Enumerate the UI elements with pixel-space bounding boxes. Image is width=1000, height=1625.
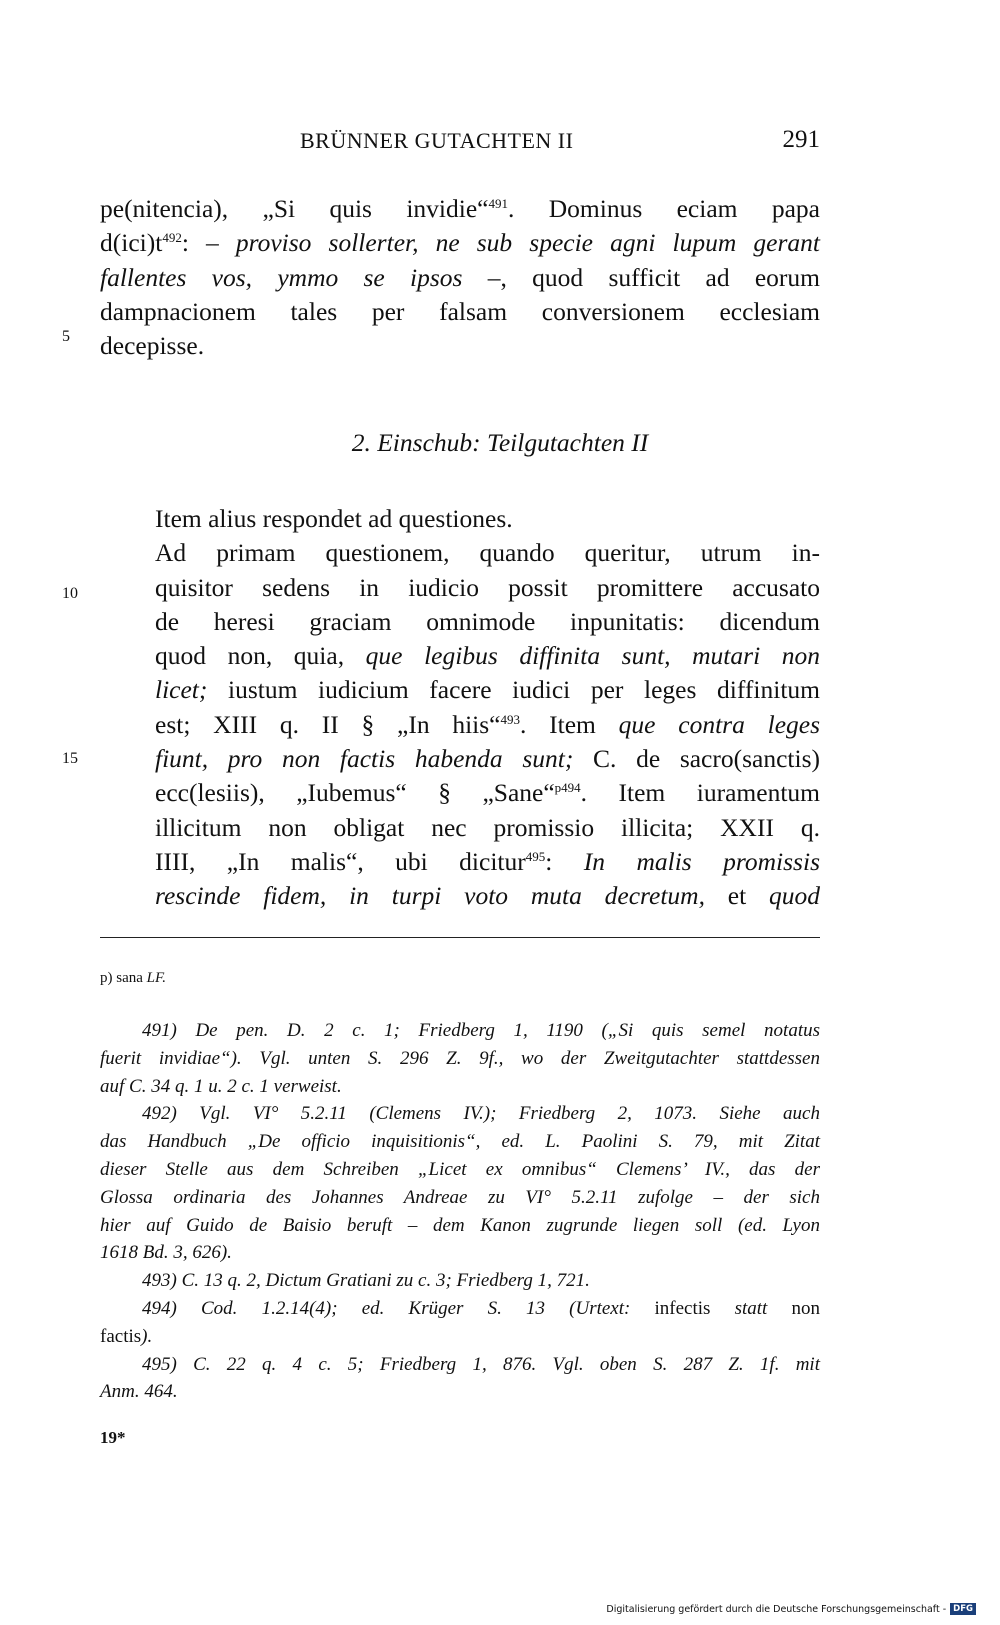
- dfg-logo: DFG: [950, 1603, 976, 1615]
- footnote-495: 495) C. 22 q. 4 c. 5; Friedberg 1, 876. Vgl. oben S. 287 Z. 1f. mit Anm. 464.: [100, 1353, 820, 1403]
- text-line: de heresi graciam omnimode inpunitatis: dicendum: [155, 606, 820, 636]
- line-number: 15: [62, 750, 78, 767]
- signature-mark: 19*: [100, 1428, 126, 1447]
- text-line: decepisse.: [100, 331, 205, 361]
- text-line: rescinde fidem, in turpi voto muta decretum, et quod: [155, 881, 820, 911]
- text-line: illicitum non obligat nec promissio illicita; XXII q.: [155, 812, 820, 842]
- text-line: quisitor sedens in iudicio possit promittere accusato: [155, 572, 820, 602]
- section-heading: 2. Einschub: Teilgutachten II: [351, 428, 649, 457]
- text-line: $d(ici)t^{492}$: – proviso sollerter, ne sub specie agni lupum gerant: [100, 228, 820, 258]
- footnote-rule: [100, 937, 820, 938]
- footnotes: [100, 1017, 820, 1406]
- credit-text: Digitalisierung gefördert durch die Deutsche Forschungsgemeinschaft -: [606, 1603, 947, 1615]
- footnote-492: 492) Vgl. VI° 5.2.11 (Clemens IV.); Friedberg 2, 1073. Siehe auch das Handbuch „De officio inquisitionis“, ed. L. Paolini S. 79, mit Zitat dieser Stelle aus dem Schreiben „Licet ex omnibus“ Clemens’ IV., das der Glossa ordinaria des Johannes Andreae zu VI° 5.2.11 zufolge – der sich hier auf Guido de Baisio beruft – dem Kanon zugrunde liegen soll (ed. Lyon 1618 Bd. 3, 626).: [100, 1103, 820, 1264]
- line-number: 10: [62, 585, 78, 602]
- running-head: BRÜNNER GUTACHTEN II: [300, 128, 574, 153]
- text-line: dampnacionem tales per falsam conversionem ecclesiam: [100, 296, 820, 326]
- page-number: 291: [782, 126, 820, 153]
- footnote-491: 491) De pen. D. 2 c. 1; Friedberg 1, 1190 („Si quis semel notatus fuerit invidiae“). Vgl. unten S. 296 Z. 9f., wo der Zweitgutachter stattdessen auf C. 34 q. 1 u. 2 c. 1 verweist.: [100, 1020, 820, 1097]
- paragraph-continuation: [100, 192, 820, 363]
- digitization-credit: [606, 1603, 976, 1615]
- text-line: Item alius respondet ad questiones.: [155, 504, 513, 533]
- text-line: ecc(lesiis), „Iubemus“ § „Sane“$^{p494}$. Item iuramentum: [155, 778, 820, 808]
- text-line: Ad primam questionem, quando queritur, utrum in-: [155, 538, 820, 568]
- variant-note: p) sana LF.: [100, 970, 166, 986]
- text-line: licet; iustum iudicium facere iudici per leges diffinitum: [155, 675, 820, 705]
- page-header: [300, 128, 820, 162]
- text-line: est; XIII q. II § „In hiis“$^{493}$. Item que contra leges: [155, 709, 821, 739]
- text-line: IIII, „In malis“, ubi dicitur$^{495}$: In malis promissis: [155, 846, 820, 876]
- text-line: fallentes vos, ymmo se ipsos –, quod sufficit ad eorum: [100, 262, 821, 292]
- footnote-493: 493) C. 13 q. 2, Dictum Gratiani zu c. 3; Friedberg 1, 721.: [142, 1270, 590, 1292]
- paragraph-teilgutachten: [155, 502, 820, 914]
- text-line: fiunt, pro non factis habenda sunt; C. de sacro(sanctis): [155, 744, 821, 774]
- footnote-494: 494) Cod. 1.2.14(4); ed. Krüger S. 13 (Urtext: infectis statt non factis).: [100, 1297, 820, 1347]
- text-line: pe(nitencia), „Si quis invidie“$^{491}$. Dominus eciam papa: [100, 194, 820, 223]
- line-number: 5: [62, 328, 70, 345]
- text-line: quod non, quia, que legibus diffinita sunt, mutari non: [155, 641, 820, 671]
